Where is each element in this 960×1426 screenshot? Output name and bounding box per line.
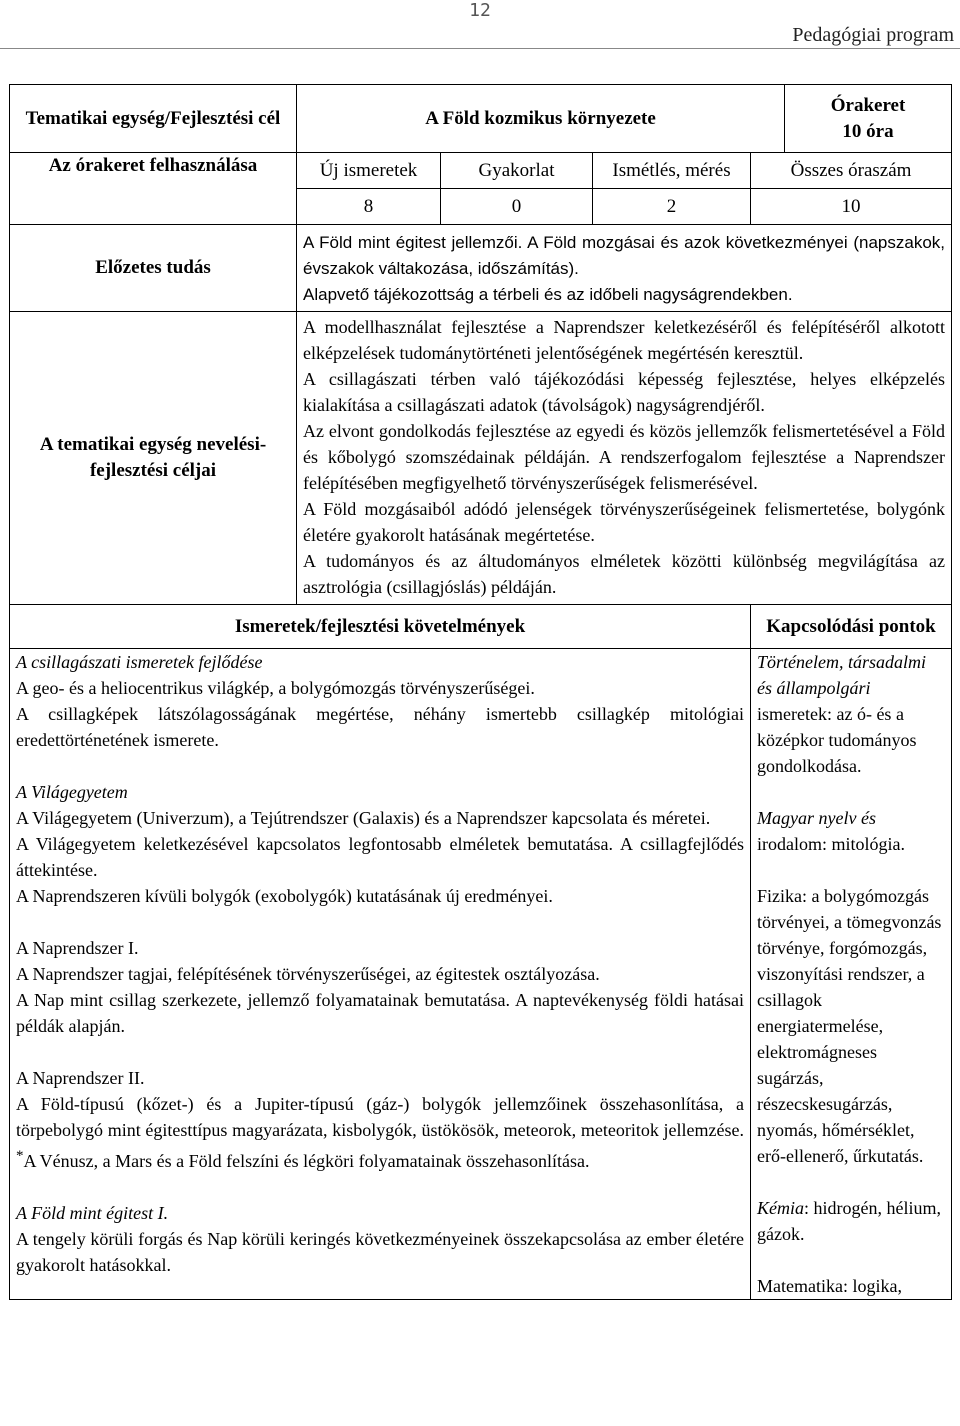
topic-row [10,85,952,153]
usage-header-row [10,153,952,189]
goal-paragraph: A Föld mozgásaiból adódó jelenségek törvényszerűségeinek felismertetése, bolygónk életére gyakorolt hatásának megértetése. [303,499,946,545]
usage-value-practice: 0 [441,189,593,225]
links-header: Kapcsolódási pontok [751,605,952,649]
goal-paragraph: Az elvont gondolkodás fejlesztése az egyedi és közös jellemzők felismertetésével a Föld és kőbolygó szomszédainak példáján. A rendszerfogalom fejlesztése a Naprendszer felépítésében megfigyelhető törvényszerűségek felismerésével. [303,421,946,493]
usage-header-review: Ismétlés, mérés [593,153,751,189]
time-frame-label: Órakeret [830,94,906,116]
requirements-header: Ismeretek/fejlesztési követelmények [10,605,751,649]
section-title: A Naprendszer I. [16,938,139,958]
topic-label: Tematikai egység/Fejlesztési cél [10,85,297,153]
usage-value-review: 2 [593,189,751,225]
section-title: A Naprendszer II. [16,1068,145,1088]
link-entry: Történelem, társadalmi és állampolgári ismeretek: az ó- és a középkor tudományos gondolkodása. [757,652,926,776]
requirement-paragraph: A tengely körüli forgás és Nap körüli keringés következményeinek összekapcsolása az ember életére gyakorolt hatásokkal. [16,1229,744,1275]
goal-paragraph: A tudományos és az áltudományos elméletek közötti különbség megvilágítása az asztrológia (csillagjóslás) példáján. [303,551,946,597]
section-title: A Föld mint égitest I. [16,1203,169,1223]
requirement-paragraph: A geo- és a heliocentrikus világkép, a bolygómozgás törvényszerűségei. [16,678,535,698]
time-frame [785,85,952,153]
section-title: A Világegyetem [16,782,128,802]
link-entry: Kémia: hidrogén, hélium, gázok. [757,1198,941,1244]
usage-label: Az órakeret felhasználása [10,153,297,225]
requirements-row [10,649,952,1300]
requirement-paragraph: A Naprendszer tagjai, felépítésének törvényszerűségei, az égitestek osztályozása. [16,964,600,984]
usage-header-total: Összes óraszám [751,153,952,189]
prior-knowledge-line: Alapvető tájékozottság a térbeli és az időbeli nagyságrendekben. [303,285,793,304]
topic-title: A Föld kozmikus környezete [297,85,785,153]
requirement-paragraph: A Nap mint csillag szerkezete, jellemző folyamatainak bemutatása. A naptevékenység földi hatásai példák alapján. [16,990,744,1036]
link-entry: Matematika: logika, [757,1276,902,1296]
requirements-content [10,649,751,1300]
header-rule [0,48,960,49]
links-content [751,649,952,1300]
usage-value-new: 8 [297,189,441,225]
requirement-paragraph: A Föld-típusú (kőzet-) és a Jupiter-típusú (gáz-) bolygók jellemzőinek összehasonlítása, a törpebolygó mint égitesttípus magyarázata, kisbolygók, üstökösök, meteorok, meteoritok jellemzése. *A Vénusz, a Mars és a Föld felszíni és légköri folyamatainak összehasonlítása. [16,1094,744,1171]
prior-knowledge-line: A Föld mint égitest jellemzői. A Föld mozgásai és azok következményei (napszakok, évszakok váltakozása, időszámítás). [303,233,946,278]
link-entry: Magyar nyelv és irodalom: mitológia. [757,808,905,854]
section-title: A csillagászati ismeretek fejlődése [16,652,263,672]
usage-header-practice: Gyakorlat [441,153,593,189]
prior-knowledge-label: Előzetes tudás [10,225,297,312]
page-number: 12 [469,0,491,21]
usage-header-new: Új ismeretek [297,153,441,189]
prior-knowledge-row [10,225,952,312]
requirement-paragraph: A csillagképek látszólagosságának megértése, néhány ismertebb csillagkép mitológiai eredettörténetének ismerete. [16,704,744,750]
usage-value-total: 10 [751,189,952,225]
curriculum-table [9,84,952,1300]
time-frame-value: 10 óra [842,120,894,142]
goal-paragraph: A modellhasználat fejlesztése a Naprendszer keletkezéséről és felépítéséről alkotott elképzelések tudománytörténeti jelentőségének megértésén keresztül. [303,317,946,363]
goals-row [10,312,952,605]
running-head: Pedagógiai program [792,24,954,46]
asterisk-marker: * [16,1148,24,1164]
goal-paragraph: A csillagászati térben való tájékozódási képesség fejlesztése, helyes elképzelés kialakítása a csillagászati adatok (távolságok) nagyságrendjéről. [303,369,946,415]
goals-text [297,312,952,605]
requirement-paragraph: A Világegyetem (Univerzum), a Tejútrendszer (Galaxis) és a Naprendszer kapcsolata és méretei. [16,808,711,828]
requirement-paragraph: A Naprendszeren kívüli bolygók (exobolygók) kutatásának új eredményei. [16,886,553,906]
link-entry: Fizika: a bolygómozgás törvényei, a tömegvonzás törvénye, forgómozgás, viszonyítási rendszer, a csillagok energiatermelése, elektromágneses sugárzás, részecskesugárzás, nyomás, hőmérséklet, erő-ellenerő, űrkutatás. [757,886,942,1166]
requirements-header-row [10,605,952,649]
prior-knowledge-text [297,225,952,312]
requirement-paragraph: A Világegyetem keletkezésével kapcsolatos legfontosabb elméletek bemutatása. A csillagfejlődés áttekintése. [16,834,744,880]
goals-label: A tematikai egység nevelési-fejlesztési céljai [10,312,297,605]
